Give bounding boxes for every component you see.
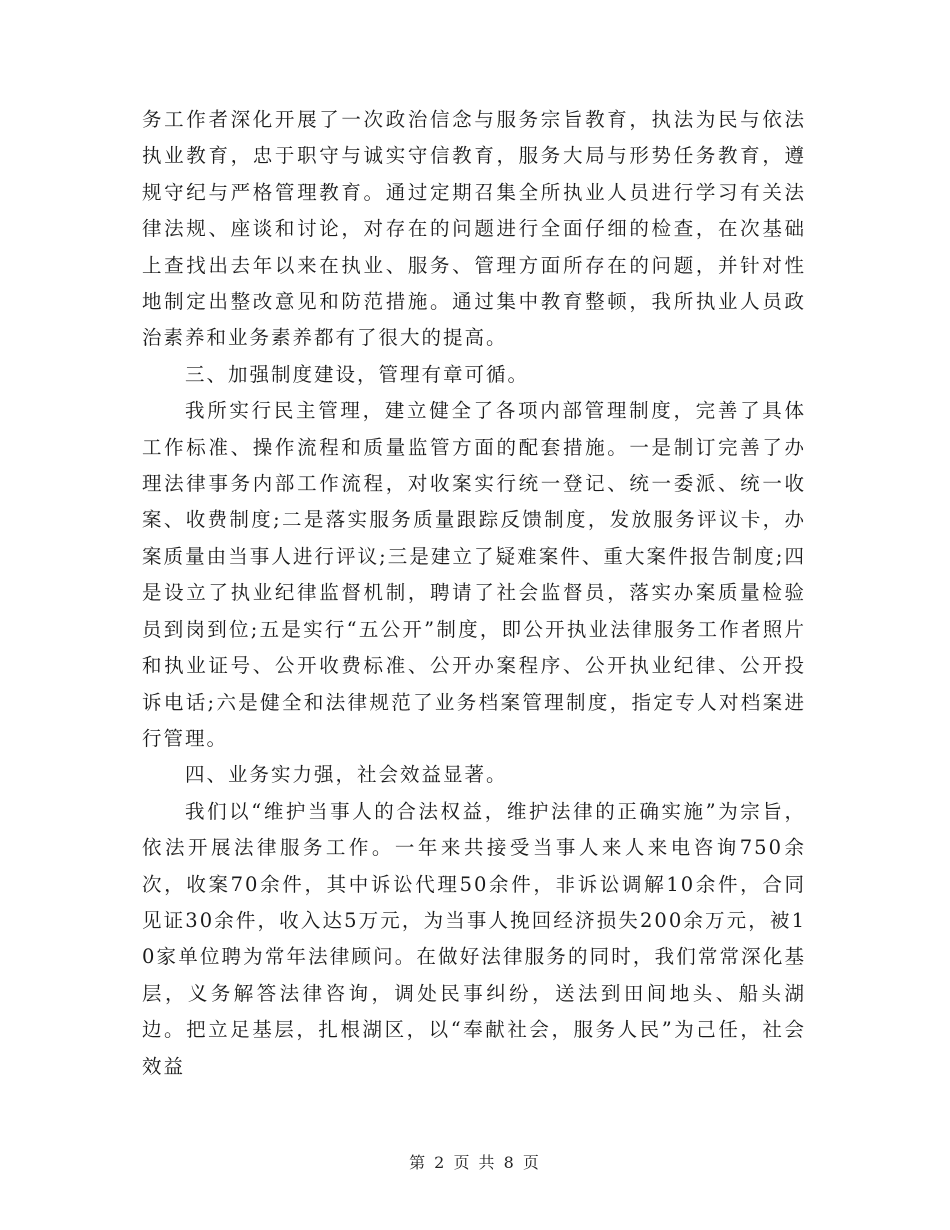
page-number-footer: 第 2 页 共 8 页 bbox=[409, 1153, 541, 1172]
body-paragraph-1: 务工作者深化开展了一次政治信念与服务宗旨教育，执法为民与依法执业教育，忠于职守与诚实守信教育，服务大局与形势任务教育，遵规守纪与严格管理教育。通过定期召集全所执业人员进行学习有关法律法规、座谈和讨论，对存在的问题进行全面仔细的检查，在次基础上查找出去年以来在执业、服务、管理方面所存在的问题，并针对性地制定出整改意见和防范措施。通过集中教育整顿，我所执业人员政治素养和业务素养都有了很大的提高。 bbox=[142, 108, 806, 350]
section-heading-3: 三、加强制度建设，管理有章可循。 bbox=[185, 362, 530, 386]
section-heading-4: 四、业务实力强，社会效益显著。 bbox=[185, 763, 508, 787]
body-paragraph-3: 我们以“维护当事人的合法权益，维护法律的正确实施”为宗旨，依法开展法律服务工作。一年来共接受当事人来人来电咨询750余次，收案70余件，其中诉讼代理50余件，非诉讼调解10余件，合同见证30余件，收入达5万元，为当事人挽回经济损失200余万元，被10家单位聘为常年法律顾问。在做好法律服务的同时，我们常常深化基层，义务解答法律咨询，调处民事纠纷，送法到田间地头、船头湖边。把立足基层，扎根湖区，以“奉献社会，服务人民”为己任，社会效益 bbox=[142, 799, 806, 1078]
document-body bbox=[142, 102, 806, 1085]
body-paragraph-2: 我所实行民主管理，建立健全了各项内部管理制度，完善了具体工作标准、操作流程和质量监管方面的配套措施。一是制订完善了办理法律事务内部工作流程，对收案实行统一登记、统一委派、统一收案、收费制度;二是落实服务质量跟踪反馈制度，发放服务评议卡，办案质量由当事人进行评议;三是建立了疑难案件、重大案件报告制度;四是设立了执业纪律监督机制，聘请了社会监督员，落实办案质量检验员到岗到位;五是实行“五公开”制度，即公开执业法律服务工作者照片和执业证号、公开收费标准、公开办案程序、公开执业纪律、公开投诉电话;六是健全和法律规范了业务档案管理制度，指定专人对档案进行管理。 bbox=[142, 399, 806, 750]
